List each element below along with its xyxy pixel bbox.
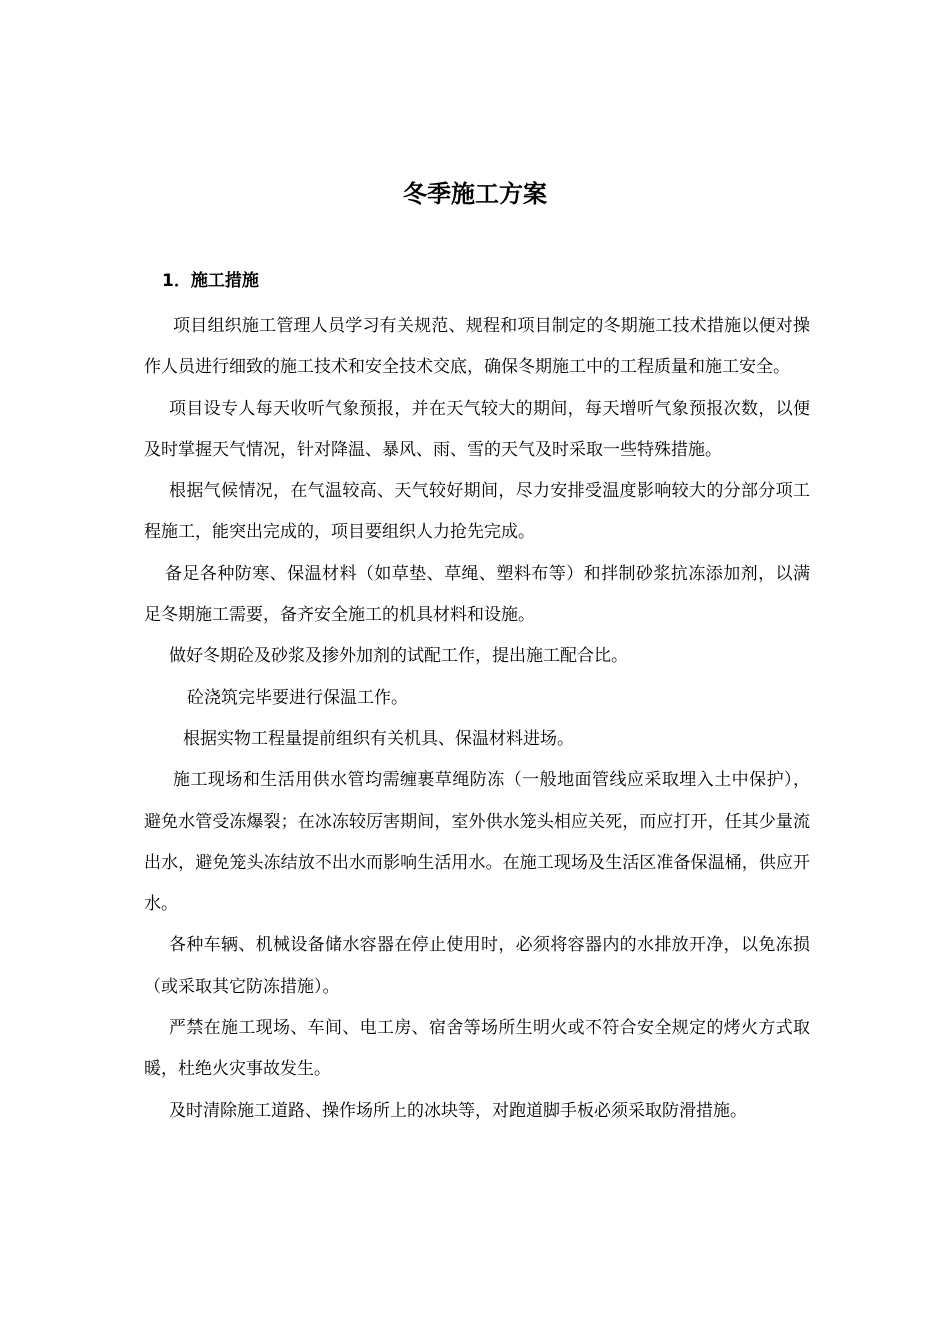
paragraph: 及时清除施工道路、操作场所上的冰块等，对跑道脚手板必须采取防滑措施。 (169, 1100, 747, 1121)
paragraph: 根据气候情况，在气温较高、天气较好期间，尽力安排受温度影响较大的分部分项工程施工，能突出完成的，项目要组织人力抢先完成。 (144, 481, 810, 543)
paragraph: 备足各种防寒、保温材料（如草垫、草绳、塑料布等）和拌制砂浆抗冻添加剂，以满足冬期施工需要，备齐安全施工的机具材料和设施。 (144, 563, 810, 626)
section-heading: 1．施工措施 (162, 271, 259, 291)
paragraph: 施工现场和生活用供水管均需缠裹草绳防冻（一般地面管线应采取埋入土中保护），避免水管受冻爆裂；在冰冻较厉害期间，室外供水笼头相应关死，而应打开，任其少量流出水，避免笼头冻结放不出水而影响生活用水。在施工现场及生活区准备保温桶，供应开水。 (144, 770, 810, 915)
paragraph: 做好冬期砼及砂浆及掺外加剂的试配工作，提出施工配合比。 (169, 646, 628, 667)
paragraph: 项目组织施工管理人员学习有关规范、规程和项目制定的冬期施工技术措施以便对操作人员进行细致的施工技术和安全技术交底，确保冬期施工中的工程质量和施工安全。 (144, 316, 810, 378)
paragraph: 砼浇筑完毕要进行保温工作。 (187, 687, 408, 708)
paragraph: 根据实物工程量提前组织有关机具、保温材料进场。 (183, 728, 574, 749)
paragraph: 各种车辆、机械设备储水容器在停止使用时，必须将容器内的水排放开净，以免冻损（或采取其它防冻措施）。 (144, 935, 810, 997)
document-body (144, 306, 810, 1132)
paragraph: 项目设专人每天收听气象预报，并在天气较大的期间，每天增听气象预报次数，以便及时掌握天气情况，针对降温、暴风、雨、雪的天气及时采取一些特殊措施。 (144, 398, 810, 460)
paragraph: 严禁在施工现场、车间、电工房、宿舍等场所生明火或不符合安全规定的烤火方式取暖，杜绝火灾事故发生。 (144, 1018, 810, 1080)
document-title: 冬季施工方案 (403, 180, 547, 208)
